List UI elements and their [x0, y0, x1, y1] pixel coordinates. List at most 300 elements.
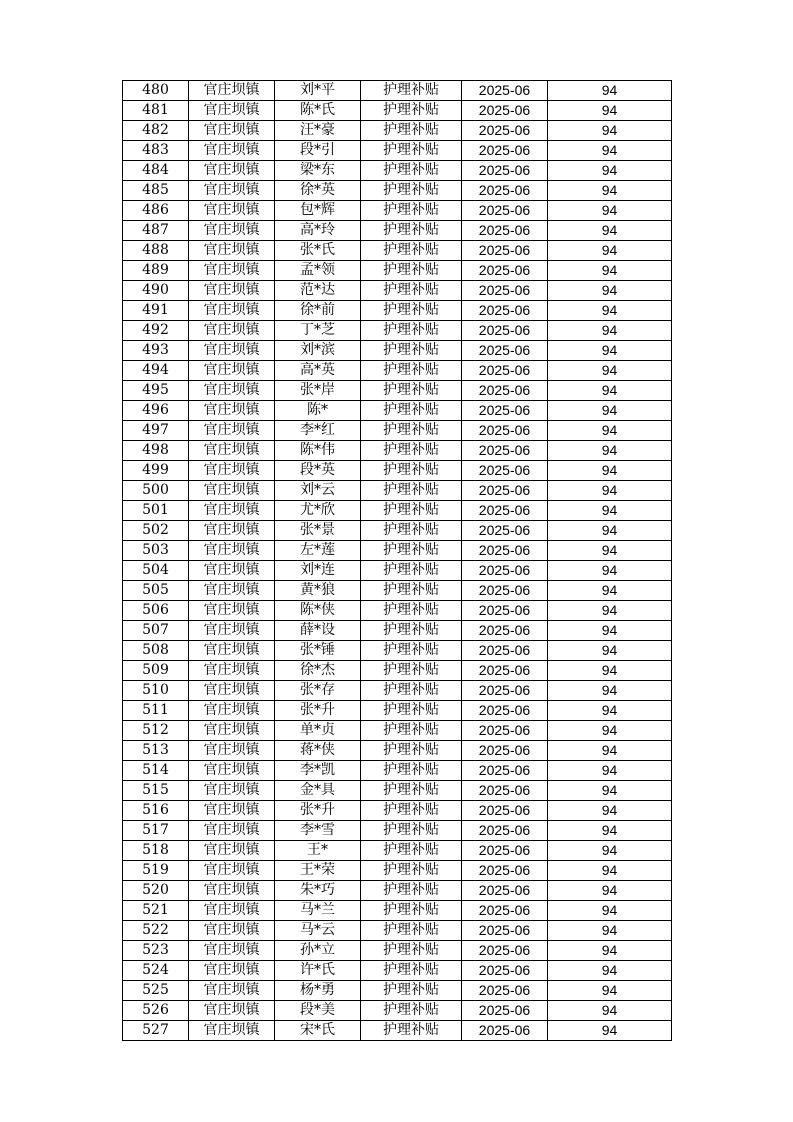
cell-month: 2025-06 [462, 721, 548, 741]
table-row [123, 101, 672, 121]
cell-subsidy-type: 护理补贴 [361, 201, 462, 221]
cell-name: 高*玲 [275, 221, 361, 241]
cell-month: 2025-06 [462, 761, 548, 781]
cell-town: 官庄坝镇 [189, 921, 275, 941]
cell-town: 官庄坝镇 [189, 301, 275, 321]
cell-serial-number: 513 [123, 741, 189, 761]
table-row [123, 481, 672, 501]
cell-serial-number: 508 [123, 641, 189, 661]
cell-subsidy-type: 护理补贴 [361, 101, 462, 121]
table-body [123, 81, 672, 1041]
cell-subsidy-type: 护理补贴 [361, 541, 462, 561]
cell-town: 官庄坝镇 [189, 621, 275, 641]
cell-serial-number: 517 [123, 821, 189, 841]
table-row [123, 201, 672, 221]
cell-amount: 94 [548, 921, 672, 941]
cell-amount: 94 [548, 561, 672, 581]
cell-month: 2025-06 [462, 221, 548, 241]
cell-subsidy-type: 护理补贴 [361, 701, 462, 721]
cell-amount: 94 [548, 421, 672, 441]
cell-amount: 94 [548, 801, 672, 821]
cell-town: 官庄坝镇 [189, 461, 275, 481]
cell-serial-number: 524 [123, 961, 189, 981]
cell-subsidy-type: 护理补贴 [361, 741, 462, 761]
cell-subsidy-type: 护理补贴 [361, 161, 462, 181]
cell-subsidy-type: 护理补贴 [361, 721, 462, 741]
cell-amount: 94 [548, 621, 672, 641]
cell-month: 2025-06 [462, 521, 548, 541]
cell-town: 官庄坝镇 [189, 561, 275, 581]
cell-serial-number: 500 [123, 481, 189, 501]
cell-month: 2025-06 [462, 941, 548, 961]
cell-serial-number: 492 [123, 321, 189, 341]
cell-town: 官庄坝镇 [189, 401, 275, 421]
cell-amount: 94 [548, 661, 672, 681]
cell-month: 2025-06 [462, 981, 548, 1001]
cell-subsidy-type: 护理补贴 [361, 441, 462, 461]
cell-serial-number: 495 [123, 381, 189, 401]
cell-month: 2025-06 [462, 901, 548, 921]
cell-serial-number: 499 [123, 461, 189, 481]
table-row [123, 941, 672, 961]
cell-amount: 94 [548, 701, 672, 721]
table-row [123, 441, 672, 461]
cell-month: 2025-06 [462, 1021, 548, 1041]
cell-serial-number: 506 [123, 601, 189, 621]
table-row [123, 121, 672, 141]
cell-name: 孟*领 [275, 261, 361, 281]
cell-town: 官庄坝镇 [189, 201, 275, 221]
cell-town: 官庄坝镇 [189, 981, 275, 1001]
cell-month: 2025-06 [462, 481, 548, 501]
cell-name: 薛*设 [275, 621, 361, 641]
cell-subsidy-type: 护理补贴 [361, 181, 462, 201]
cell-name: 张*锤 [275, 641, 361, 661]
cell-amount: 94 [548, 461, 672, 481]
cell-serial-number: 487 [123, 221, 189, 241]
cell-town: 官庄坝镇 [189, 161, 275, 181]
cell-name: 陈*侠 [275, 601, 361, 621]
cell-subsidy-type: 护理补贴 [361, 501, 462, 521]
table-row [123, 281, 672, 301]
cell-serial-number: 521 [123, 901, 189, 921]
cell-name: 梁*东 [275, 161, 361, 181]
cell-amount: 94 [548, 541, 672, 561]
cell-month: 2025-06 [462, 241, 548, 261]
cell-subsidy-type: 护理补贴 [361, 881, 462, 901]
table-row [123, 1021, 672, 1041]
cell-name: 段*英 [275, 461, 361, 481]
cell-month: 2025-06 [462, 881, 548, 901]
cell-amount: 94 [548, 441, 672, 461]
cell-subsidy-type: 护理补贴 [361, 961, 462, 981]
cell-name: 王* [275, 841, 361, 861]
cell-month: 2025-06 [462, 301, 548, 321]
cell-subsidy-type: 护理补贴 [361, 381, 462, 401]
cell-name: 孙*立 [275, 941, 361, 961]
cell-amount: 94 [548, 381, 672, 401]
cell-month: 2025-06 [462, 441, 548, 461]
table-row [123, 641, 672, 661]
cell-subsidy-type: 护理补贴 [361, 901, 462, 921]
cell-month: 2025-06 [462, 541, 548, 561]
cell-serial-number: 491 [123, 301, 189, 321]
cell-name: 单*贞 [275, 721, 361, 741]
cell-name: 马*云 [275, 921, 361, 941]
cell-month: 2025-06 [462, 601, 548, 621]
table-row [123, 161, 672, 181]
cell-serial-number: 502 [123, 521, 189, 541]
table-row [123, 701, 672, 721]
cell-subsidy-type: 护理补贴 [361, 921, 462, 941]
cell-serial-number: 497 [123, 421, 189, 441]
cell-name: 范*达 [275, 281, 361, 301]
cell-town: 官庄坝镇 [189, 641, 275, 661]
cell-name: 张*存 [275, 681, 361, 701]
cell-month: 2025-06 [462, 661, 548, 681]
cell-subsidy-type: 护理补贴 [361, 681, 462, 701]
cell-town: 官庄坝镇 [189, 241, 275, 261]
cell-town: 官庄坝镇 [189, 421, 275, 441]
cell-subsidy-type: 护理补贴 [361, 281, 462, 301]
table-row [123, 461, 672, 481]
table-row [123, 501, 672, 521]
cell-month: 2025-06 [462, 101, 548, 121]
cell-name: 李*红 [275, 421, 361, 441]
table-row [123, 601, 672, 621]
cell-amount: 94 [548, 1001, 672, 1021]
cell-serial-number: 503 [123, 541, 189, 561]
cell-name: 李*凯 [275, 761, 361, 781]
cell-month: 2025-06 [462, 341, 548, 361]
cell-serial-number: 484 [123, 161, 189, 181]
cell-amount: 94 [548, 581, 672, 601]
cell-town: 官庄坝镇 [189, 761, 275, 781]
cell-amount: 94 [548, 841, 672, 861]
table-row [123, 361, 672, 381]
cell-town: 官庄坝镇 [189, 261, 275, 281]
cell-serial-number: 493 [123, 341, 189, 361]
cell-serial-number: 519 [123, 861, 189, 881]
table-row [123, 301, 672, 321]
table-row [123, 81, 672, 101]
cell-serial-number: 509 [123, 661, 189, 681]
cell-serial-number: 515 [123, 781, 189, 801]
cell-name: 黄*狼 [275, 581, 361, 601]
cell-serial-number: 522 [123, 921, 189, 941]
cell-serial-number: 486 [123, 201, 189, 221]
cell-town: 官庄坝镇 [189, 441, 275, 461]
cell-subsidy-type: 护理补贴 [361, 1021, 462, 1041]
cell-town: 官庄坝镇 [189, 801, 275, 821]
cell-serial-number: 482 [123, 121, 189, 141]
cell-name: 张*氏 [275, 241, 361, 261]
cell-town: 官庄坝镇 [189, 741, 275, 761]
cell-amount: 94 [548, 501, 672, 521]
cell-town: 官庄坝镇 [189, 141, 275, 161]
cell-town: 官庄坝镇 [189, 501, 275, 521]
cell-subsidy-type: 护理补贴 [361, 481, 462, 501]
cell-subsidy-type: 护理补贴 [361, 1001, 462, 1021]
cell-subsidy-type: 护理补贴 [361, 601, 462, 621]
cell-subsidy-type: 护理补贴 [361, 941, 462, 961]
cell-month: 2025-06 [462, 621, 548, 641]
cell-amount: 94 [548, 181, 672, 201]
cell-subsidy-type: 护理补贴 [361, 561, 462, 581]
table-row [123, 681, 672, 701]
cell-serial-number: 494 [123, 361, 189, 381]
cell-serial-number: 480 [123, 81, 189, 101]
cell-serial-number: 516 [123, 801, 189, 821]
cell-name: 汪*豪 [275, 121, 361, 141]
cell-month: 2025-06 [462, 781, 548, 801]
cell-town: 官庄坝镇 [189, 181, 275, 201]
cell-subsidy-type: 护理补贴 [361, 81, 462, 101]
cell-amount: 94 [548, 101, 672, 121]
cell-amount: 94 [548, 241, 672, 261]
cell-serial-number: 527 [123, 1021, 189, 1041]
cell-month: 2025-06 [462, 701, 548, 721]
table-row [123, 901, 672, 921]
cell-amount: 94 [548, 261, 672, 281]
cell-name: 张*升 [275, 701, 361, 721]
cell-subsidy-type: 护理补贴 [361, 661, 462, 681]
cell-name: 张*景 [275, 521, 361, 541]
cell-month: 2025-06 [462, 321, 548, 341]
cell-amount: 94 [548, 121, 672, 141]
cell-town: 官庄坝镇 [189, 661, 275, 681]
cell-serial-number: 505 [123, 581, 189, 601]
cell-subsidy-type: 护理补贴 [361, 981, 462, 1001]
cell-town: 官庄坝镇 [189, 681, 275, 701]
cell-amount: 94 [548, 741, 672, 761]
cell-serial-number: 520 [123, 881, 189, 901]
cell-serial-number: 489 [123, 261, 189, 281]
table-row [123, 961, 672, 981]
cell-name: 段*美 [275, 1001, 361, 1021]
cell-subsidy-type: 护理补贴 [361, 361, 462, 381]
cell-amount: 94 [548, 141, 672, 161]
cell-town: 官庄坝镇 [189, 341, 275, 361]
cell-name: 刘*滨 [275, 341, 361, 361]
cell-month: 2025-06 [462, 821, 548, 841]
cell-town: 官庄坝镇 [189, 221, 275, 241]
cell-name: 尤*欣 [275, 501, 361, 521]
cell-name: 刘*云 [275, 481, 361, 501]
cell-amount: 94 [548, 681, 672, 701]
table-row [123, 141, 672, 161]
cell-subsidy-type: 护理补贴 [361, 461, 462, 481]
table-row [123, 721, 672, 741]
cell-serial-number: 510 [123, 681, 189, 701]
table-row [123, 341, 672, 361]
cell-name: 徐*前 [275, 301, 361, 321]
cell-month: 2025-06 [462, 401, 548, 421]
table-row [123, 621, 672, 641]
cell-subsidy-type: 护理补贴 [361, 861, 462, 881]
cell-amount: 94 [548, 861, 672, 881]
cell-town: 官庄坝镇 [189, 701, 275, 721]
cell-subsidy-type: 护理补贴 [361, 581, 462, 601]
table-row [123, 921, 672, 941]
cell-name: 徐*英 [275, 181, 361, 201]
cell-name: 李*雪 [275, 821, 361, 841]
cell-serial-number: 514 [123, 761, 189, 781]
cell-subsidy-type: 护理补贴 [361, 521, 462, 541]
cell-town: 官庄坝镇 [189, 121, 275, 141]
table-row [123, 241, 672, 261]
cell-subsidy-type: 护理补贴 [361, 141, 462, 161]
cell-name: 包*辉 [275, 201, 361, 221]
cell-name: 左*莲 [275, 541, 361, 561]
cell-name: 刘*平 [275, 81, 361, 101]
cell-amount: 94 [548, 341, 672, 361]
cell-town: 官庄坝镇 [189, 321, 275, 341]
cell-month: 2025-06 [462, 381, 548, 401]
cell-amount: 94 [548, 781, 672, 801]
cell-month: 2025-06 [462, 201, 548, 221]
cell-serial-number: 490 [123, 281, 189, 301]
table-row [123, 1001, 672, 1021]
cell-subsidy-type: 护理补贴 [361, 301, 462, 321]
cell-town: 官庄坝镇 [189, 541, 275, 561]
table-row [123, 221, 672, 241]
cell-amount: 94 [548, 521, 672, 541]
cell-name: 张*岸 [275, 381, 361, 401]
cell-serial-number: 496 [123, 401, 189, 421]
table-row [123, 781, 672, 801]
cell-amount: 94 [548, 301, 672, 321]
table-row [123, 881, 672, 901]
cell-subsidy-type: 护理补贴 [361, 121, 462, 141]
cell-name: 金*具 [275, 781, 361, 801]
cell-serial-number: 512 [123, 721, 189, 741]
cell-name: 丁*芝 [275, 321, 361, 341]
cell-town: 官庄坝镇 [189, 1001, 275, 1021]
cell-amount: 94 [548, 161, 672, 181]
cell-subsidy-type: 护理补贴 [361, 241, 462, 261]
cell-serial-number: 481 [123, 101, 189, 121]
cell-town: 官庄坝镇 [189, 901, 275, 921]
table-row [123, 421, 672, 441]
cell-month: 2025-06 [462, 961, 548, 981]
cell-serial-number: 488 [123, 241, 189, 261]
cell-month: 2025-06 [462, 921, 548, 941]
cell-month: 2025-06 [462, 281, 548, 301]
cell-town: 官庄坝镇 [189, 961, 275, 981]
cell-town: 官庄坝镇 [189, 781, 275, 801]
cell-amount: 94 [548, 201, 672, 221]
cell-serial-number: 483 [123, 141, 189, 161]
cell-subsidy-type: 护理补贴 [361, 621, 462, 641]
cell-subsidy-type: 护理补贴 [361, 261, 462, 281]
table-row [123, 801, 672, 821]
cell-town: 官庄坝镇 [189, 521, 275, 541]
cell-month: 2025-06 [462, 641, 548, 661]
cell-month: 2025-06 [462, 181, 548, 201]
cell-subsidy-type: 护理补贴 [361, 341, 462, 361]
cell-town: 官庄坝镇 [189, 881, 275, 901]
cell-name: 许*氏 [275, 961, 361, 981]
cell-name: 宋*氏 [275, 1021, 361, 1041]
cell-subsidy-type: 护理补贴 [361, 821, 462, 841]
table-row [123, 761, 672, 781]
cell-amount: 94 [548, 481, 672, 501]
table-row [123, 181, 672, 201]
cell-serial-number: 504 [123, 561, 189, 581]
table-row [123, 321, 672, 341]
cell-town: 官庄坝镇 [189, 1021, 275, 1041]
cell-name: 徐*杰 [275, 661, 361, 681]
cell-town: 官庄坝镇 [189, 81, 275, 101]
cell-name: 陈* [275, 401, 361, 421]
cell-subsidy-type: 护理补贴 [361, 401, 462, 421]
cell-amount: 94 [548, 321, 672, 341]
cell-month: 2025-06 [462, 81, 548, 101]
cell-month: 2025-06 [462, 161, 548, 181]
table-row [123, 261, 672, 281]
cell-month: 2025-06 [462, 461, 548, 481]
cell-subsidy-type: 护理补贴 [361, 421, 462, 441]
cell-name: 蒋*侠 [275, 741, 361, 761]
cell-month: 2025-06 [462, 141, 548, 161]
cell-name: 王*荣 [275, 861, 361, 881]
cell-subsidy-type: 护理补贴 [361, 781, 462, 801]
cell-amount: 94 [548, 761, 672, 781]
cell-town: 官庄坝镇 [189, 601, 275, 621]
cell-month: 2025-06 [462, 121, 548, 141]
cell-month: 2025-06 [462, 861, 548, 881]
table-row [123, 821, 672, 841]
cell-amount: 94 [548, 401, 672, 421]
cell-serial-number: 501 [123, 501, 189, 521]
cell-month: 2025-06 [462, 741, 548, 761]
cell-name: 刘*连 [275, 561, 361, 581]
cell-amount: 94 [548, 941, 672, 961]
cell-month: 2025-06 [462, 681, 548, 701]
table-row [123, 661, 672, 681]
table-row [123, 581, 672, 601]
cell-serial-number: 511 [123, 701, 189, 721]
cell-name: 高*英 [275, 361, 361, 381]
cell-town: 官庄坝镇 [189, 481, 275, 501]
cell-name: 陈*伟 [275, 441, 361, 461]
cell-amount: 94 [548, 81, 672, 101]
cell-subsidy-type: 护理补贴 [361, 641, 462, 661]
table-row [123, 981, 672, 1001]
cell-amount: 94 [548, 361, 672, 381]
cell-amount: 94 [548, 981, 672, 1001]
cell-town: 官庄坝镇 [189, 721, 275, 741]
cell-town: 官庄坝镇 [189, 281, 275, 301]
cell-town: 官庄坝镇 [189, 101, 275, 121]
cell-subsidy-type: 护理补贴 [361, 221, 462, 241]
cell-amount: 94 [548, 221, 672, 241]
cell-serial-number: 507 [123, 621, 189, 641]
cell-month: 2025-06 [462, 261, 548, 281]
cell-name: 杨*勇 [275, 981, 361, 1001]
table-row [123, 861, 672, 881]
table-row [123, 841, 672, 861]
cell-amount: 94 [548, 901, 672, 921]
cell-amount: 94 [548, 821, 672, 841]
table-row [123, 541, 672, 561]
cell-town: 官庄坝镇 [189, 941, 275, 961]
subsidy-table [122, 80, 672, 1041]
cell-subsidy-type: 护理补贴 [361, 761, 462, 781]
cell-serial-number: 518 [123, 841, 189, 861]
cell-name: 朱*巧 [275, 881, 361, 901]
